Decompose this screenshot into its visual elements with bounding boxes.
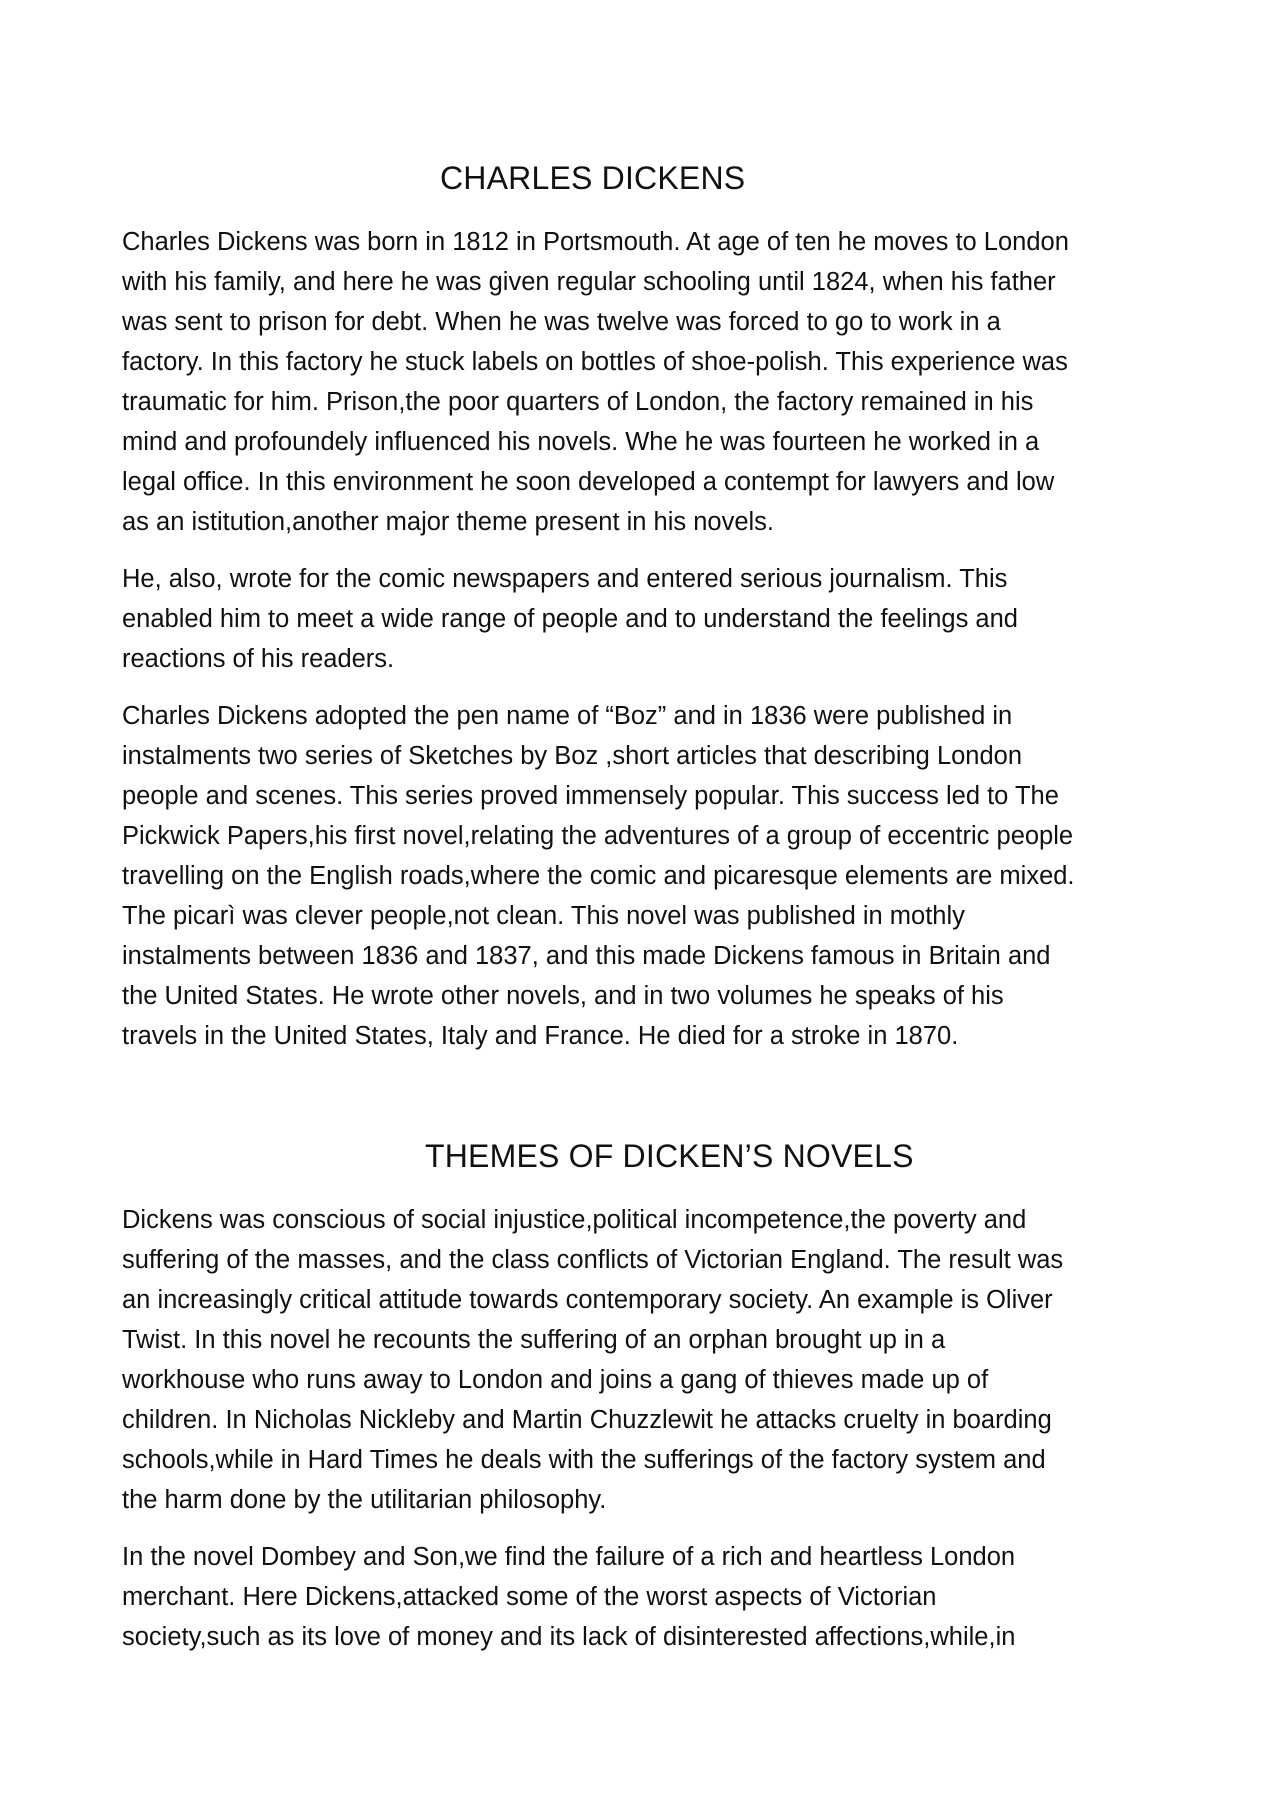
text-line: enabled him to meet a wide range of people and to understand the feelings and xyxy=(122,605,1018,633)
text-line: Charles Dickens adopted the pen name of “Boz” and in 1836 were published in xyxy=(122,702,1013,730)
text-line: legal office. In this environment he soon developed a contempt for lawyers and low xyxy=(122,468,1055,496)
text-line: travels in the United States, Italy and France. He died for a stroke in 1870. xyxy=(122,1022,959,1050)
text-line: suffering of the masses, and the class conflicts of Victorian England. The result was xyxy=(122,1246,1064,1274)
text-line: Pickwick Papers,his first novel,relating the adventures of a group of eccentric people xyxy=(122,822,1074,850)
text-line: society,such as its love of money and its lack of disinterested affections,while,in xyxy=(122,1623,1016,1651)
text-line: was sent to prison for debt. When he was twelve was forced to go to work in a xyxy=(122,308,1001,336)
text-line: travelling on the English roads,where the comic and picaresque elements are mixed. xyxy=(122,862,1075,890)
text-line: Dickens was conscious of social injustice,political incompetence,the poverty and xyxy=(122,1206,1027,1234)
text-line: workhouse who runs away to London and joins a gang of thieves made up of xyxy=(122,1366,989,1394)
text-line: reactions of his readers. xyxy=(122,645,395,673)
text-line: Charles Dickens was born in 1812 in Portsmouth. At age of ten he moves to London xyxy=(122,228,1069,256)
text-line: mind and profoundely influenced his novels. Whe he was fourteen he worked in a xyxy=(122,428,1040,456)
text-line: with his family, and here he was given regular schooling until 1824, when his father xyxy=(122,268,1056,296)
text-line: people and scenes. This series proved immensely popular. This success led to The xyxy=(122,782,1059,810)
paragraph-boz xyxy=(122,696,1167,1056)
heading-charles-dickens: CHARLES DICKENS xyxy=(440,160,746,196)
text-line: He, also, wrote for the comic newspapers and entered serious journalism. This xyxy=(122,565,1008,593)
text-line: children. In Nicholas Nickleby and Martin Chuzzlewit he attacks cruelty in boarding xyxy=(122,1406,1052,1434)
text-line: the United States. He wrote other novels, and in two volumes he speaks of his xyxy=(122,982,1004,1010)
text-line: schools,while in Hard Times he deals with the sufferings of the factory system and xyxy=(122,1446,1046,1474)
paragraph-journalism xyxy=(122,559,1167,679)
text-line: Twist. In this novel he recounts the suffering of an orphan brought up in a xyxy=(122,1326,946,1354)
paragraph-social-themes xyxy=(122,1200,1167,1520)
paragraph-dombey xyxy=(122,1537,1167,1657)
text-line: an increasingly critical attitude towards contemporary society. An example is Oliver xyxy=(122,1286,1053,1314)
text-line: The picarì was clever people,not clean. This novel was published in mothly xyxy=(122,902,965,930)
text-line: factory. In this factory he stuck labels on bottles of shoe-polish. This experience was xyxy=(122,348,1068,376)
text-line: instalments between 1836 and 1837, and this made Dickens famous in Britain and xyxy=(122,942,1051,970)
paragraph-biography xyxy=(122,222,1167,542)
text-line: traumatic for him. Prison,the poor quarters of London, the factory remained in his xyxy=(122,388,1034,416)
text-line: the harm done by the utilitarian philosophy. xyxy=(122,1486,607,1514)
text-line: as an istitution,another major theme present in his novels. xyxy=(122,508,775,536)
text-line: In the novel Dombey and Son,we find the failure of a rich and heartless London xyxy=(122,1543,1016,1571)
text-line: instalments two series of Sketches by Boz ,short articles that describing London xyxy=(122,742,1023,770)
heading-themes: THEMES OF DICKEN’S NOVELS xyxy=(425,1138,914,1174)
text-line: merchant. Here Dickens,attacked some of the worst aspects of Victorian xyxy=(122,1583,937,1611)
